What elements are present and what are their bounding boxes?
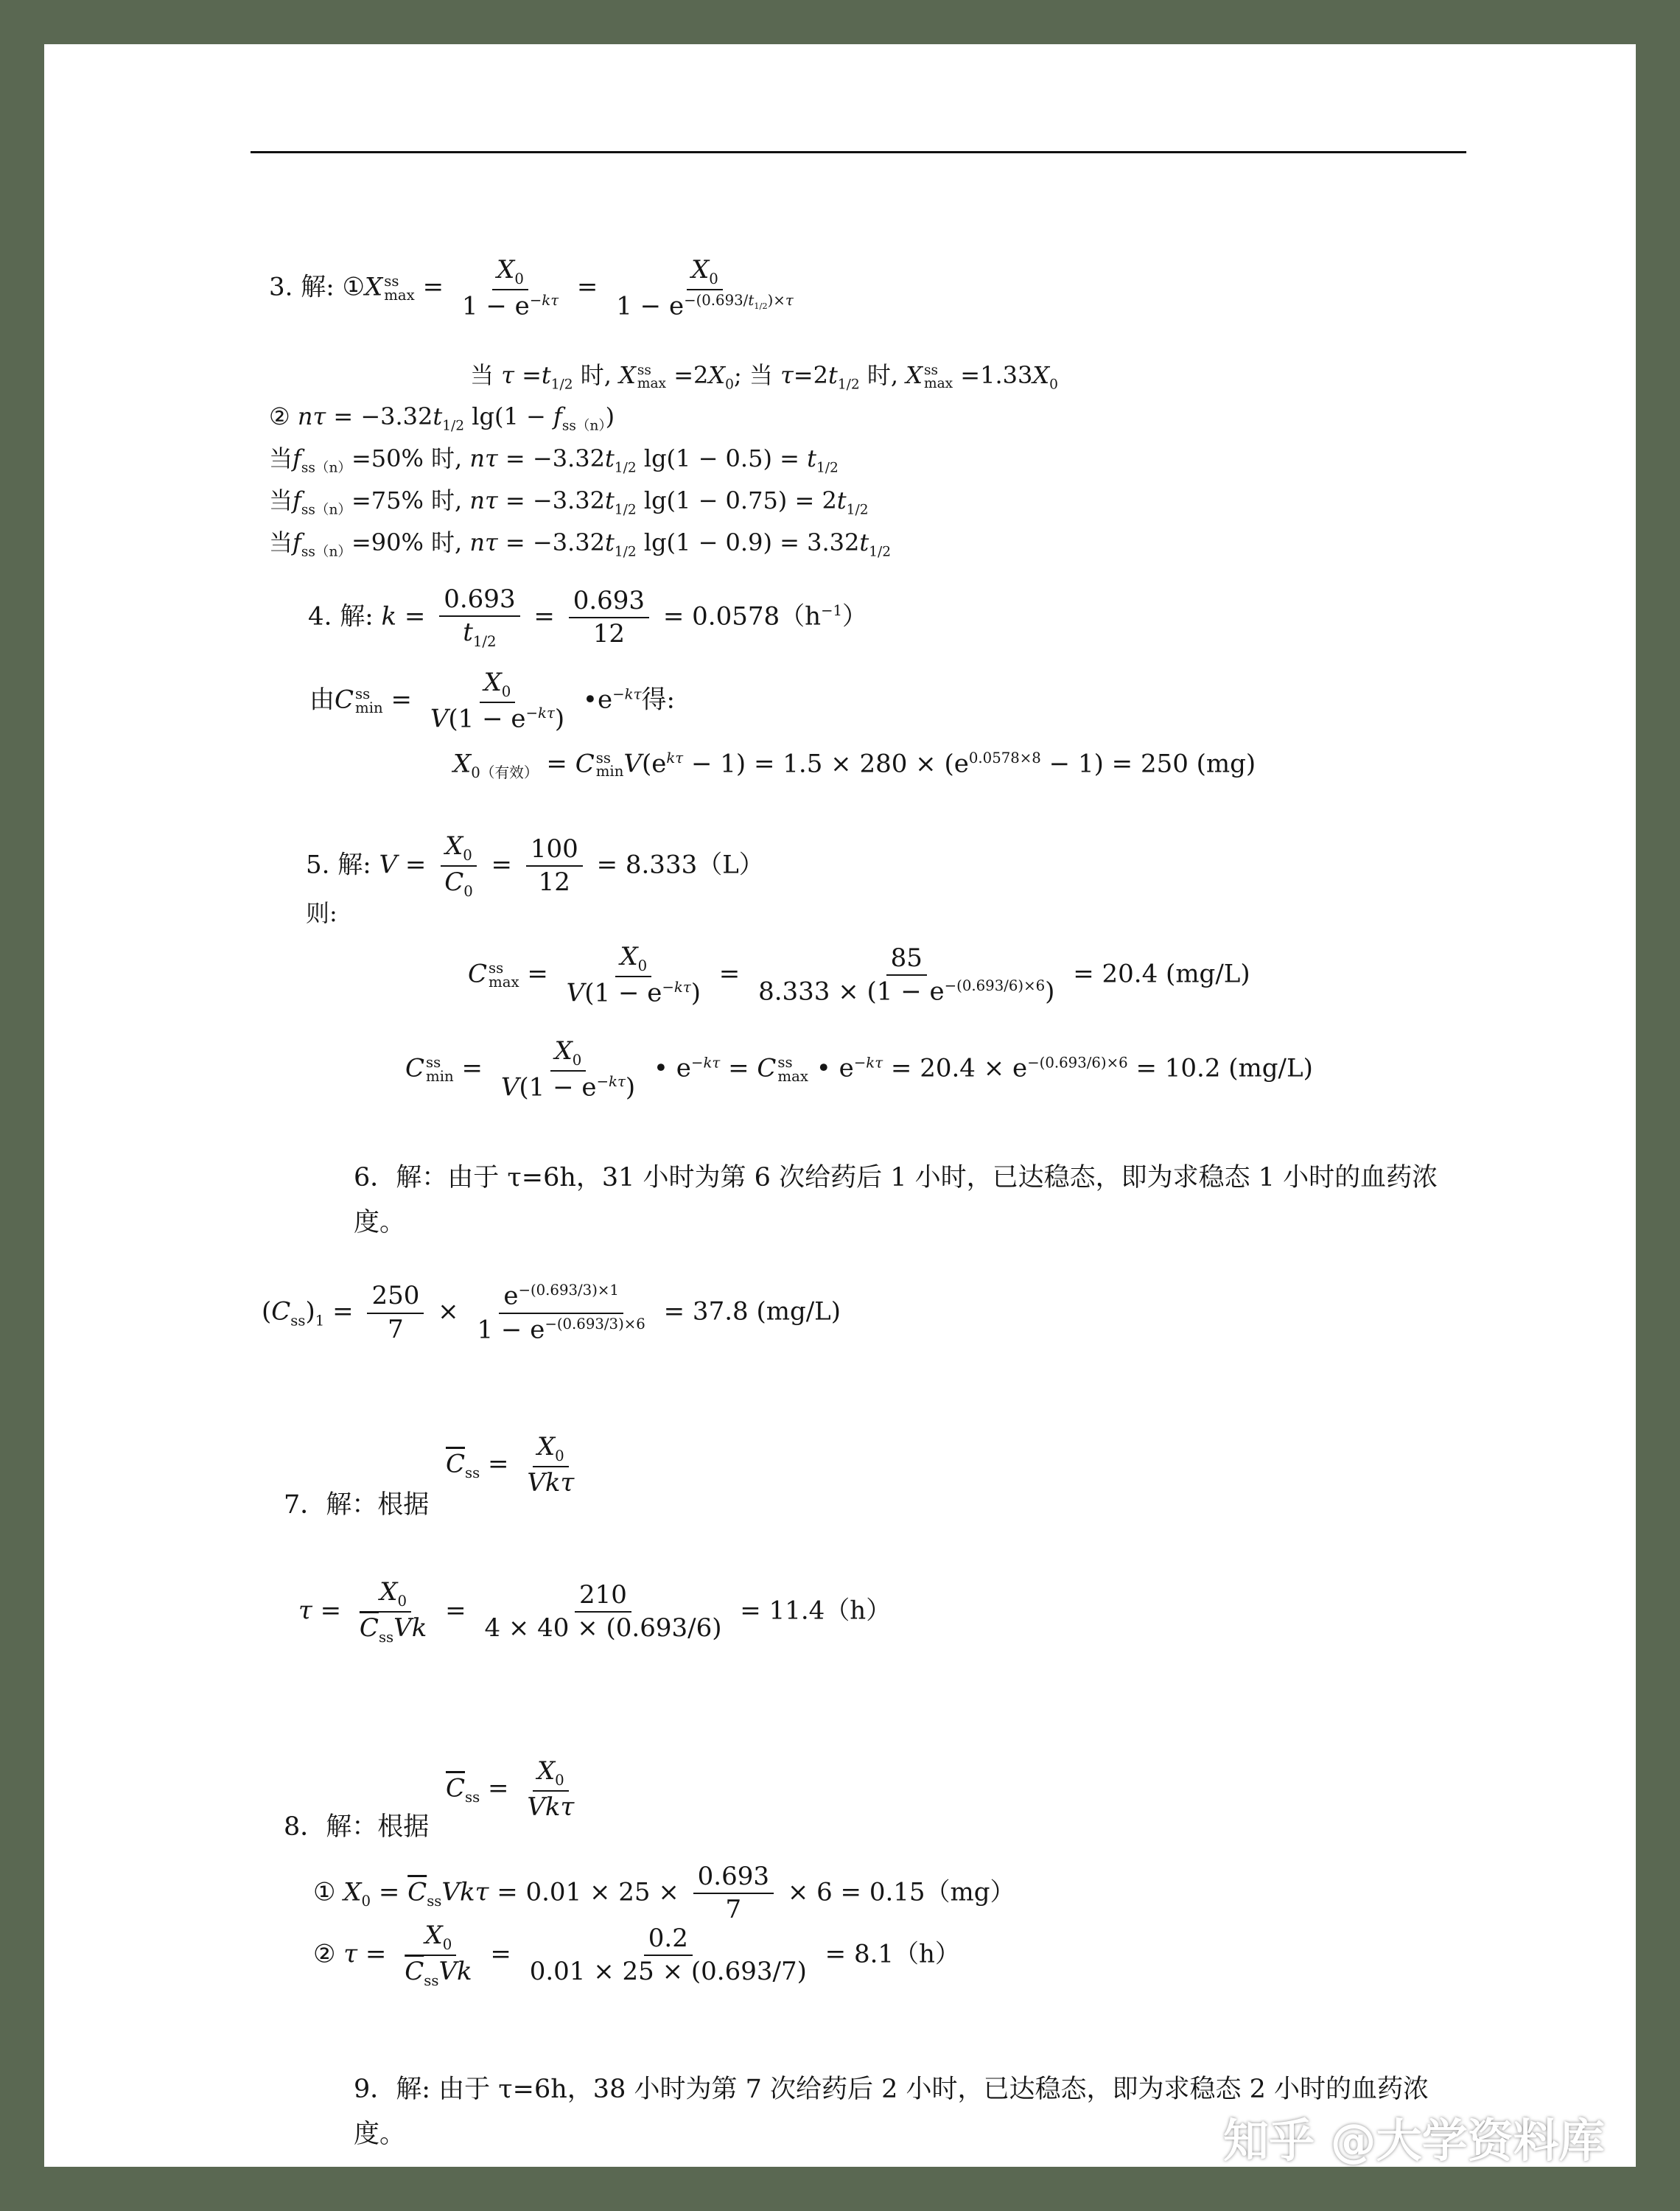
p6-formula: $(C_{ss})_1$ = $\frac{250}{7}$ × $\frac{e^{-(0.693/3)\times 1}}{1 - e^{-(0.693/3)\times 6}}$ = 37.8 (mg/L) — [262, 1281, 841, 1345]
p5-formula-cmax: C ss max = $\frac{X_0}{V(1 - e^{-k\tau})}$ = $\frac{85}{8.333 \times (1 - e^{-(0.693/6)\times 6})}$ = 20.4 (mg/L) — [468, 942, 1250, 1008]
p7-css-formula: $\overline{C}_{ss}$ = $\frac{X_0}{\text{Vkτ}}$ — [446, 1432, 575, 1498]
p3-cases: 当 $\tau =t_{1/2}$ 时, X ss max $=2X_0$; 当 $\tau=2t_{1/2}$ 时, X ss max $=1.33X_0$ — [470, 361, 1058, 393]
p5-then: 则: — [306, 899, 337, 927]
document-page — [44, 44, 1636, 2167]
watermark: 知乎 @大学资料库 — [1223, 2114, 1605, 2168]
p4-formula-x0: $X_{0(有效)} = C$ ss min $V(e^{k\tau} - 1) = 1.5 \times 280 \times (e^{0.0578\times 8} - 1) = 250$ (mg) — [453, 749, 1256, 782]
p8-label: 8．解：根据 — [284, 1812, 430, 1842]
p4-formula-k: 4. 解: k = $\frac{0.693}{t_{1/2}}$ = $\frac{0.693}{12}$ = $0.0578(h^{-1})$ — [308, 584, 868, 651]
p3-line-90: 当$f_{ss(n)}=90\%$ 时, $n\tau = -3.32t_{1/2}$ $\lg(1 - 0.9) = 3.32t_{1/2}$ — [269, 528, 892, 560]
p8-formula-tau: ② τ = $\frac{X_0}{\overline{C}_{ss}Vk}$ = $\frac{0.2}{0.01 \times 25 \times (0.693/7)}$ = 8.1（h） — [313, 1921, 960, 1990]
p8-formula-x0: ① $X_0 = \overline{C}_{ss}Vk\tau = 0.01 \times 25$ × $\frac{0.693}{7}$ × 6 = 0.15（mg） — [313, 1862, 1015, 1925]
header-rule — [251, 151, 1466, 153]
p3-formula: 3. 解: ①X ss max = $\frac{X_0}{1 - e^{-k\tau}}$ = $\frac{X_0}{1 - e^{-(0.693/t_{1/2})\times\tau}}$ — [269, 255, 794, 321]
p5-formula-cmin: C ss min = $\frac{X_0}{V(1 - e^{-k\tau})}$ • $e^{-k\tau} = C$ ss max • $e^{-k\tau} = 20.4 \times e^{-(0.693/6)\times 6} = 10.2$ (mg/L) — [405, 1036, 1313, 1103]
p9-text: 9．解: 由于 τ=6h，38 小时为第 7 次给药后 2 小时，已达稳态，即为求稳态 2 小时的血药浓度。 — [354, 2075, 1429, 2149]
p7-formula-tau: τ = $\frac{X_0}{\overline{C}_{ss}Vk}$ = $\frac{210}{4 \times 40 \times (0.693/6)}$ = 11.4（h） — [298, 1577, 892, 1646]
p7-label: 7．解：根据 — [284, 1490, 430, 1520]
p6-text: 6．解：由于 τ=6h，31 小时为第 6 次给药后 1 小时，已达稳态，即为求稳态 1 小时的血药浓度。 — [354, 1163, 1438, 1237]
p8-css-formula: $\overline{C}_{ss}$ = $\frac{X_0}{\text{Vkτ}}$ — [446, 1756, 575, 1823]
p4-formula-cmin: 由C ss min = $\frac{X_0}{V(1 - e^{-k\tau})}$ $•e^{-k\tau}$得: — [309, 668, 675, 734]
p3-line-75: 当$f_{ss(n)}=75\%$ 时, $n\tau = -3.32t_{1/2}$ $\lg(1 - 0.75) = 2t_{1/2}$ — [269, 486, 869, 518]
p3-line-50: 当$f_{ss(n)}=50\%$ 时, $n\tau = -3.32t_{1/2}$ $\lg(1 - 0.5) = t_{1/2}$ — [269, 444, 839, 476]
p3-part2: ② $n\tau = -3.32t_{1/2}$ $\lg(1 - f_{ss(n)})$ — [269, 402, 615, 434]
p5-formula-v: 5. 解: V = $\frac{X_0}{C_0}$ = $\frac{100}{12}$ = 8.333（L） — [306, 831, 764, 901]
